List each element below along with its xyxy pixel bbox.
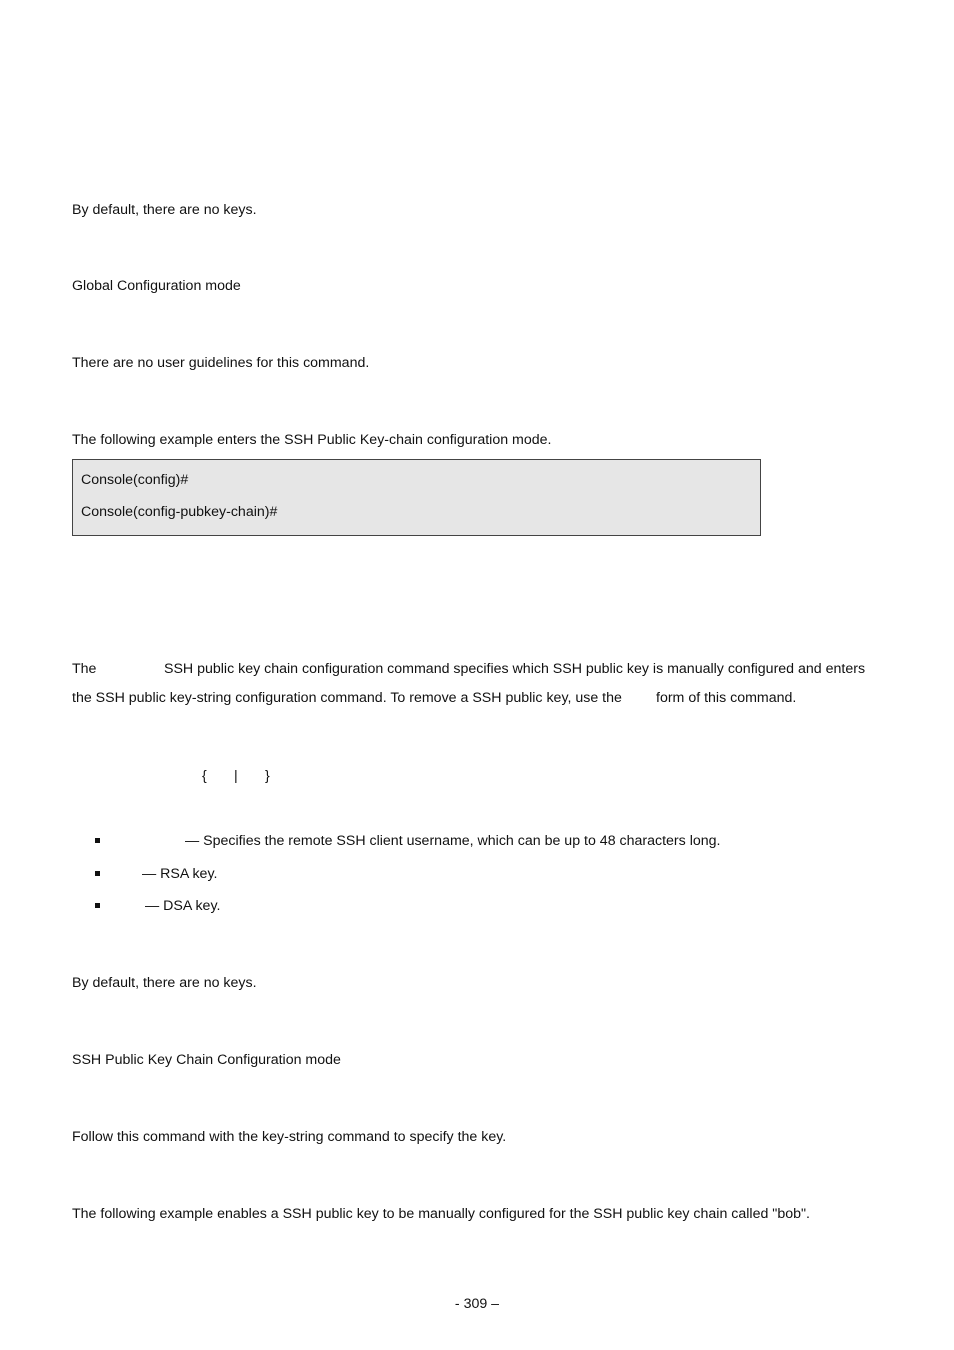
param-rsa: — RSA key. bbox=[142, 866, 218, 882]
code-example-box bbox=[72, 459, 761, 536]
syntax-pipe: | bbox=[234, 768, 238, 784]
syntax-close-brace: } bbox=[265, 768, 270, 784]
example-text: The following example enters the SSH Public Key-chain configuration mode. bbox=[72, 432, 552, 448]
default-text: By default, there are no keys. bbox=[72, 975, 257, 991]
syntax-open-brace: { bbox=[202, 768, 207, 784]
page-number: - 309 – bbox=[454, 1296, 500, 1312]
code-line: Console(config)# bbox=[81, 472, 189, 488]
command-mode-text: Global Configuration mode bbox=[72, 278, 241, 294]
description-line2-end: form of this command. bbox=[656, 690, 797, 706]
description-the: The bbox=[72, 661, 97, 677]
description-line2: the SSH public key-string configuration command. To remove a SSH public key, use the bbox=[72, 690, 622, 706]
default-text: By default, there are no keys. bbox=[72, 202, 257, 218]
code-line: Console(config-pubkey-chain)# bbox=[81, 504, 278, 520]
description-line1: SSH public key chain configuration command specifies which SSH public key is manually configured and enters bbox=[164, 661, 866, 677]
param-username: — Specifies the remote SSH client username, which can be up to 48 characters long. bbox=[185, 833, 721, 849]
bullet-icon bbox=[95, 903, 100, 908]
command-mode-text: SSH Public Key Chain Configuration mode bbox=[72, 1052, 341, 1068]
bullet-icon bbox=[95, 838, 100, 843]
bullet-icon bbox=[95, 871, 100, 876]
user-guidelines-text: There are no user guidelines for this command. bbox=[72, 355, 370, 371]
example-text: The following example enables a SSH public key to be manually configured for the SSH public key chain called "bob". bbox=[72, 1206, 810, 1222]
user-guidelines-text: Follow this command with the key-string command to specify the key. bbox=[72, 1129, 507, 1145]
param-dsa: — DSA key. bbox=[145, 898, 221, 914]
